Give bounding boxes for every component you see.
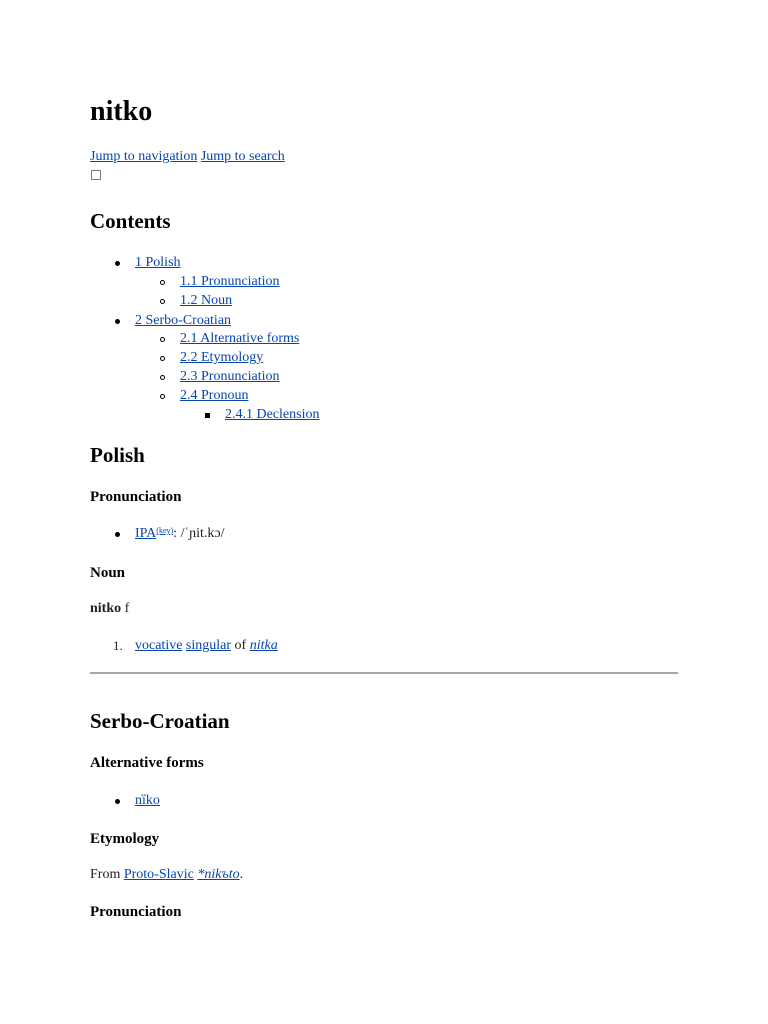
bullet-icon (160, 356, 165, 361)
serbo-croatian-heading: Serbo-Croatian (90, 709, 230, 733)
bullet-icon (115, 261, 120, 266)
etymology-prefix: From (90, 867, 121, 882)
contents-heading: Contents (90, 209, 171, 233)
jump-links (90, 148, 285, 166)
ipa-separator: : (173, 526, 178, 541)
toc-link-pronoun[interactable]: 2.4 Pronoun (180, 388, 249, 403)
toc-link-declension[interactable]: 2.4.1 Declension (225, 407, 320, 422)
toc-link-sc-pronunciation[interactable]: 2.3 Pronunciation (180, 369, 280, 384)
bullet-icon (160, 337, 165, 342)
definition-text (135, 637, 278, 655)
ipa-link[interactable]: IPA (135, 526, 157, 541)
reconstruction-link[interactable]: *nikъto (197, 867, 240, 882)
bullet-icon (115, 532, 120, 537)
ipa-key-link[interactable]: (key) (156, 526, 174, 535)
bullet-icon (160, 394, 165, 399)
vocative-link[interactable]: vocative (135, 638, 183, 653)
toc-link-alternative-forms[interactable]: 2.1 Alternative forms (180, 331, 300, 346)
bullet-icon (205, 413, 210, 418)
ipa-transcription: /ˈɲit.kɔ/ (180, 526, 225, 541)
bullet-icon (115, 799, 120, 804)
bullet-icon (160, 280, 165, 285)
toc-link-polish-noun[interactable]: 1.2 Noun (180, 293, 233, 308)
jump-to-navigation-link[interactable]: Jump to navigation (90, 149, 198, 164)
bullet-icon (160, 375, 165, 380)
page-title: nitko (90, 96, 153, 127)
proto-slavic-link[interactable]: Proto-Slavic (123, 867, 194, 882)
nitka-link[interactable]: nitka (249, 638, 278, 653)
singular-link[interactable]: singular (185, 638, 232, 653)
headword-line (90, 600, 129, 618)
toc-link-serbo-croatian[interactable]: 2 Serbo-Croatian (135, 313, 232, 328)
etymology-suffix: . (239, 867, 244, 882)
headword: nitko (90, 601, 122, 616)
sc-pronunciation-heading: Pronunciation (90, 904, 182, 920)
definition-number: 1. (113, 638, 123, 653)
alternative-form-link[interactable]: nȉko (135, 793, 160, 808)
toc-link-etymology[interactable]: 2.2 Etymology (180, 350, 264, 365)
toc-toggle-checkbox[interactable] (91, 170, 101, 180)
etymology-heading: Etymology (90, 831, 160, 847)
bullet-icon (115, 319, 120, 324)
polish-heading: Polish (90, 443, 145, 467)
polish-pronunciation-heading: Pronunciation (90, 489, 182, 505)
toc-link-polish[interactable]: 1 Polish (135, 255, 181, 270)
bullet-icon (160, 299, 165, 304)
of-text: of (234, 638, 247, 653)
toc-link-polish-pronunciation[interactable]: 1.1 Pronunciation (180, 274, 280, 289)
alternative-forms-heading: Alternative forms (90, 755, 204, 771)
jump-to-search-link[interactable]: Jump to search (200, 149, 285, 164)
gender-label: f (124, 601, 130, 616)
language-divider (90, 672, 678, 674)
etymology-text (90, 866, 243, 884)
ipa-line (135, 525, 225, 543)
polish-noun-heading: Noun (90, 565, 126, 581)
